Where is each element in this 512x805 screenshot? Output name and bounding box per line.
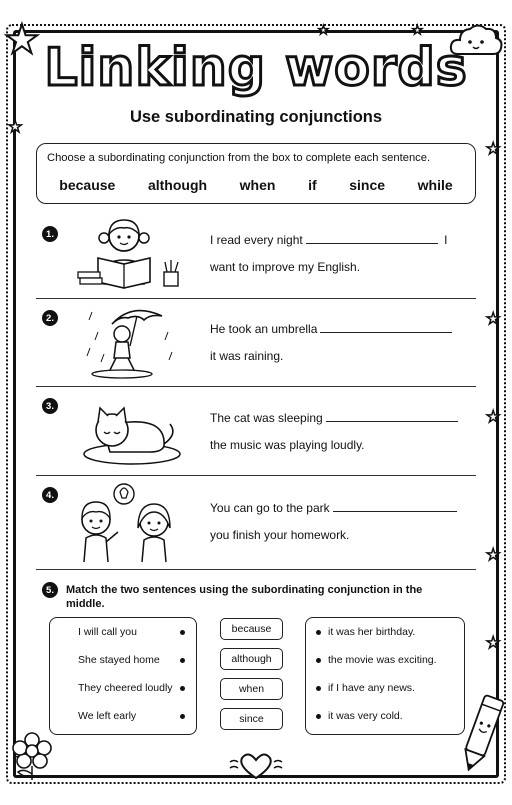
question-number: 1. — [42, 226, 58, 242]
match-left-item: They cheered loudly — [78, 682, 173, 694]
match-right-column — [305, 617, 465, 735]
word-bank-item: while — [417, 177, 453, 193]
girl-reading-illustration — [76, 212, 186, 292]
match-right-item: if I have any news. — [328, 682, 415, 694]
word-bank-item: if — [308, 177, 317, 193]
match-left-item: She stayed home — [78, 654, 160, 666]
match-dot[interactable] — [180, 658, 185, 663]
match-dot[interactable] — [180, 686, 185, 691]
boy-umbrella-illustration — [82, 302, 182, 382]
page-title: Linking words — [44, 38, 468, 98]
match-left-item: I will call you — [78, 626, 137, 638]
answer-blank[interactable] — [320, 323, 452, 333]
sleeping-cat-illustration — [80, 394, 184, 468]
match-right-item: it was very cold. — [328, 710, 403, 722]
match-right-item: it was her birthday. — [328, 626, 416, 638]
star-icon: ★ — [486, 311, 501, 328]
match-dot[interactable] — [316, 714, 321, 719]
word-bank-box — [36, 143, 476, 204]
match-conjunction[interactable]: although — [220, 648, 283, 670]
question-text: The cat was sleeping the music was playing loudly. — [210, 405, 461, 459]
word-bank-item: because — [59, 177, 116, 193]
word-bank-item: when — [239, 177, 276, 193]
match-right-item: the movie was exciting. — [328, 654, 437, 666]
divider — [36, 569, 476, 570]
match-conjunction[interactable]: because — [220, 618, 283, 640]
question-text: I read every night I want to improve my English. — [210, 233, 448, 274]
star-icon: ★ — [486, 635, 501, 652]
divider — [36, 298, 476, 299]
instructions-text: Choose a subordinating conjunction from the box to complete each sentence. — [47, 152, 431, 164]
match-conjunction[interactable]: when — [220, 678, 283, 700]
question-number: 5. — [42, 582, 58, 598]
two-girls-illustration — [62, 478, 186, 564]
star-icon: ★ — [318, 23, 329, 37]
word-bank-item: although — [147, 177, 208, 193]
star-icon: ★ — [486, 141, 501, 158]
word-bank-item: since — [349, 177, 386, 193]
match-dot[interactable] — [180, 714, 185, 719]
match-dot[interactable] — [180, 630, 185, 635]
question-text: He took an umbrella it was raining. — [210, 316, 455, 370]
match-dot[interactable] — [316, 630, 321, 635]
question-text: Match the two sentences using the subordinating conjunction in the middle. — [66, 584, 423, 610]
match-conjunction[interactable]: since — [220, 708, 283, 730]
question-number: 2. — [42, 310, 58, 326]
star-icon: ★ — [8, 119, 23, 136]
answer-blank[interactable] — [326, 412, 458, 422]
match-dot[interactable] — [316, 686, 321, 691]
match-left-column — [49, 617, 197, 735]
star-icon: ★ — [412, 23, 423, 37]
match-left-item: We left early — [78, 710, 137, 722]
star-icon: ★ — [486, 409, 501, 426]
flower-icon — [6, 728, 58, 780]
answer-blank[interactable] — [333, 502, 457, 512]
heart-icon — [228, 750, 284, 782]
answer-blank[interactable] — [306, 234, 438, 244]
star-icon: ★ — [486, 547, 501, 564]
question-text: You can go to the park you finish your homework. — [210, 495, 460, 549]
question-number: 4. — [42, 487, 58, 503]
pencil-icon — [458, 690, 506, 776]
word-bank — [37, 177, 475, 193]
divider — [36, 386, 476, 387]
question-number: 3. — [42, 398, 58, 414]
page-subtitle: Use subordinating conjunctions — [129, 108, 383, 126]
divider — [36, 475, 476, 476]
match-dot[interactable] — [316, 658, 321, 663]
star-icon: ★ — [4, 18, 40, 62]
